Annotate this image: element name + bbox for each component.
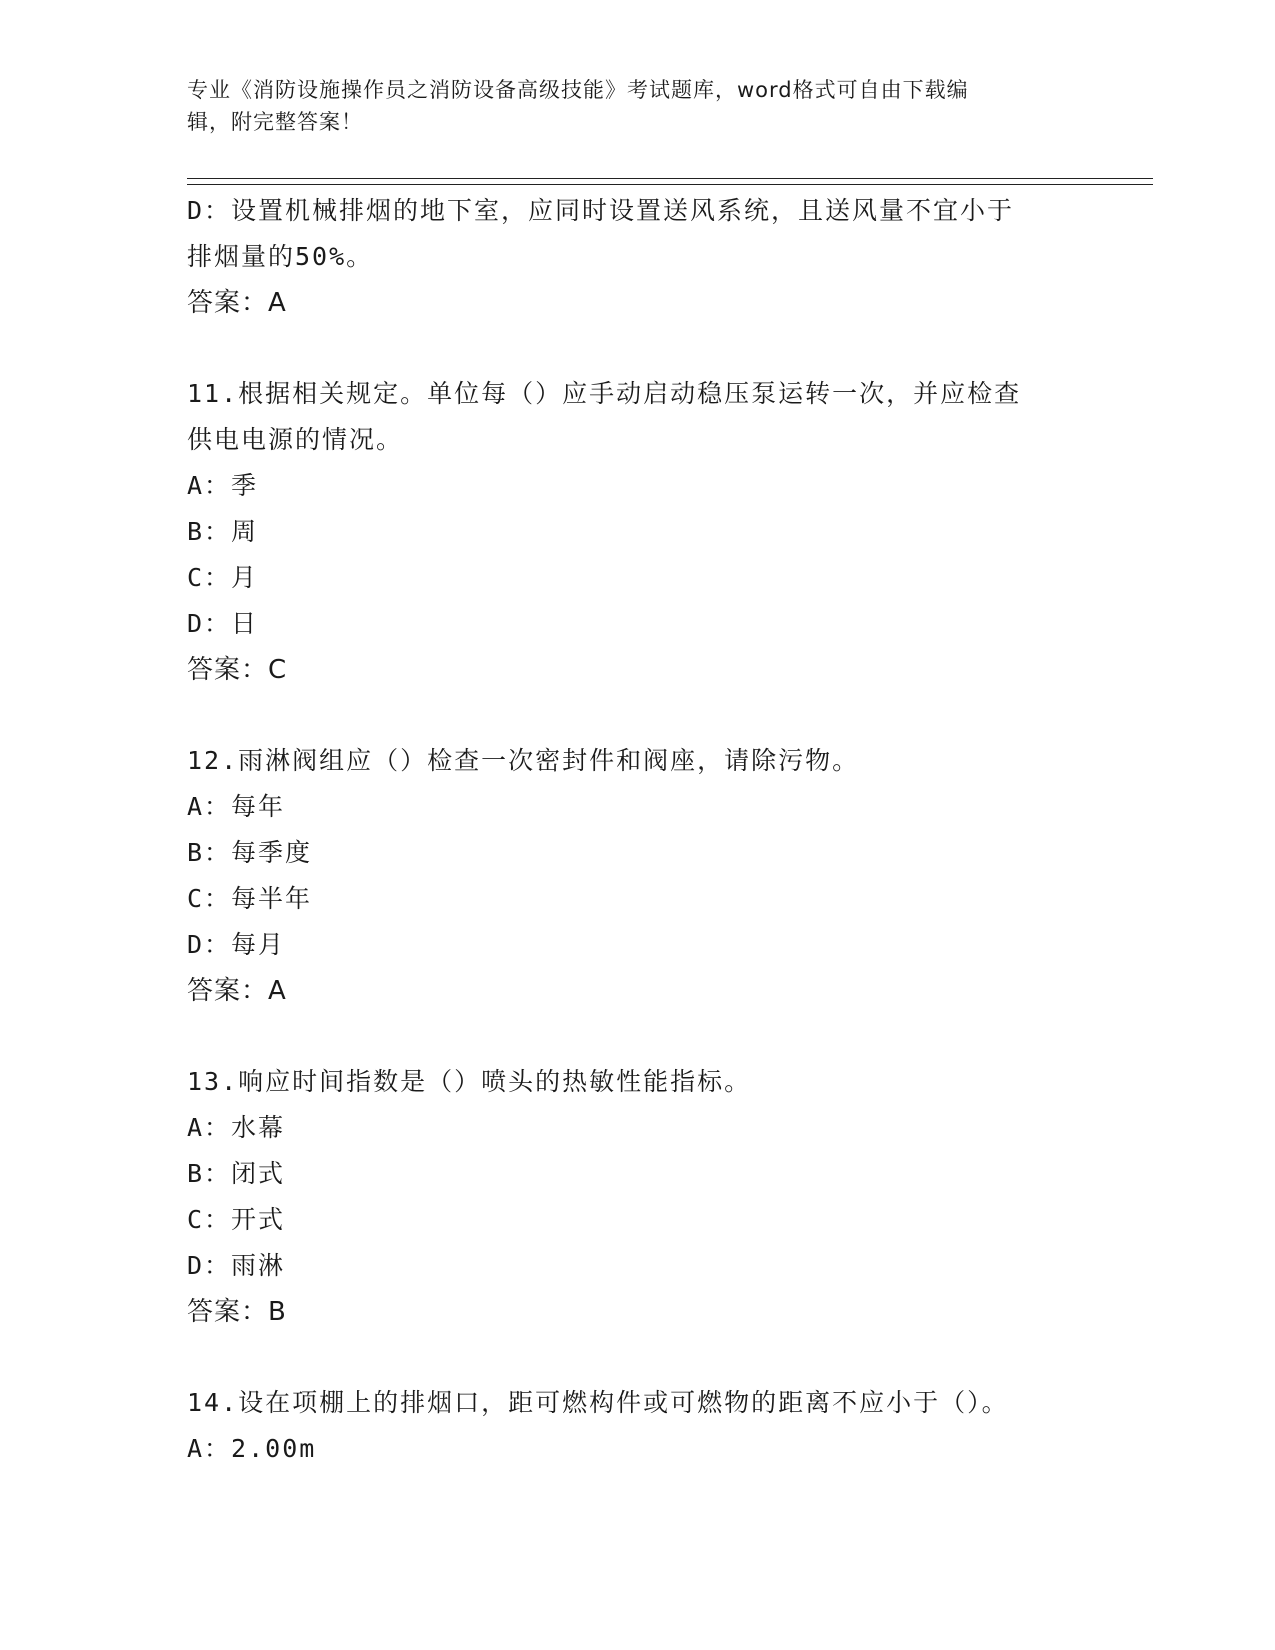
option-d: D：日: [187, 609, 259, 638]
spacer: [187, 1014, 1087, 1059]
option-a: A：季: [187, 471, 259, 500]
option-b: B：周: [187, 517, 259, 546]
question-stem-continued: 供电电源的情况。: [187, 425, 404, 454]
option-a: A：2.00m: [187, 1434, 317, 1463]
header-rule-bottom: [187, 184, 1153, 185]
option-d: D：雨淋: [187, 1251, 286, 1280]
header-line-1: 专业《消防设施操作员之消防设备高级技能》考试题库，word格式可自由下载编: [187, 78, 969, 102]
option-b: B：闭式: [187, 1159, 286, 1188]
answer: 答案：B: [187, 1297, 287, 1327]
question-stem: 12.雨淋阀组应（）检查一次密封件和阀座，请除污物。: [187, 746, 860, 775]
answer: 答案：C: [187, 655, 288, 685]
option-d: D：设置机械排烟的地下室，应同时设置送风系统，且送风量不宜小于: [187, 196, 1015, 225]
header-rule-top: [187, 178, 1153, 179]
option-b: B：每季度: [187, 838, 313, 867]
question-block-11: [187, 371, 1087, 693]
option-d-continued: 排烟量的50%。: [187, 242, 374, 271]
option-c: C：月: [187, 563, 259, 592]
question-stem: 11.根据相关规定。单位每（）应手动启动稳压泵运转一次，并应检查: [187, 379, 1022, 408]
question-stem: 13.响应时间指数是（）喷头的热敏性能指标。: [187, 1067, 752, 1096]
question-list: [187, 188, 1087, 1472]
option-a: A：水幕: [187, 1113, 286, 1142]
spacer: [187, 693, 1087, 738]
spacer: [187, 1335, 1087, 1380]
spacer: [187, 326, 1087, 371]
question-block-13: [187, 1059, 1087, 1335]
document-header: [187, 74, 1067, 138]
option-a: A：每年: [187, 792, 286, 821]
option-c: C：开式: [187, 1205, 286, 1234]
answer: 答案：A: [187, 288, 287, 318]
question-block-12: [187, 738, 1087, 1014]
question-block-14: [187, 1380, 1087, 1472]
question-stem: 14.设在项棚上的排烟口，距可燃构件或可燃物的距离不应小于（）。: [187, 1388, 1009, 1417]
header-line-2: 辑，附完整答案！: [187, 110, 363, 134]
option-c: C：每半年: [187, 884, 313, 913]
question-block-10: [187, 188, 1087, 326]
option-d: D：每月: [187, 930, 286, 959]
answer: 答案：A: [187, 976, 287, 1006]
